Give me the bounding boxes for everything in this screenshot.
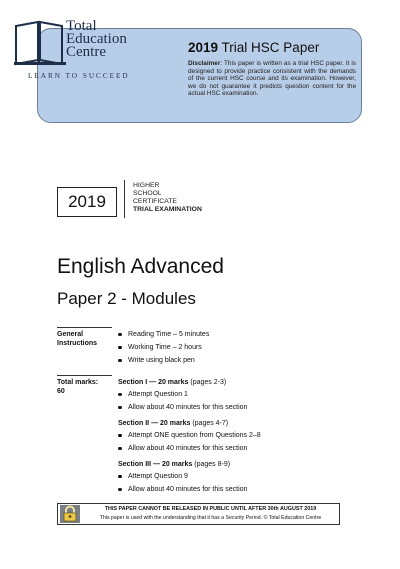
section-heading: Section III — 20 marks (pages 8-9)	[118, 461, 231, 468]
section-heading: Section II — 20 marks (pages 4-7)	[118, 420, 229, 427]
security-footer	[57, 503, 340, 525]
total-marks-label: Total marks: 60	[57, 379, 99, 395]
general-instructions-label: General Instructions	[57, 331, 98, 347]
divider	[124, 180, 125, 218]
disclaimer: Disclaimer: This paper is written as a trial HSC paper. It is designed to provide practice consistent with the demands of the current HSC course and its examination. However, we do not guarantee it predicts question content for the actual HSC examination.	[188, 60, 356, 98]
hsc-label: HIGHER SCHOOL CERTIFICATE TRIAL EXAMINATION	[133, 182, 202, 213]
list-item: Reading Time – 5 minutes	[118, 328, 209, 341]
section-3	[118, 460, 247, 496]
list-item: Write using black pen	[118, 354, 209, 367]
divider	[57, 327, 112, 328]
section-2	[118, 419, 261, 455]
padlock-icon	[60, 505, 80, 523]
list-item: Allow about 40 minutes for this section	[118, 483, 247, 496]
logo-tagline: LEARN TO SUCCEED	[28, 72, 130, 80]
exam-year: 2019	[57, 187, 117, 217]
paper-subtitle: Paper 2 - Modules	[57, 289, 196, 308]
list-item: Attempt Question 1	[118, 388, 247, 401]
paper-title: 2019 Trial HSC Paper	[188, 40, 320, 55]
list-item: Attempt ONE question from Questions 2–8	[118, 429, 261, 442]
list-item: Working Time – 2 hours	[118, 341, 209, 354]
section-heading: Section I — 20 marks (pages 2-3)	[118, 379, 227, 386]
subject-title: English Advanced	[57, 255, 224, 278]
list-item: Allow about 40 minutes for this section	[118, 401, 247, 414]
security-notice: This paper is used with the understanding that it has a Security Period. © Total Education Centre	[99, 515, 322, 521]
logo	[10, 14, 160, 94]
section-1	[118, 378, 247, 414]
logo-name: Total Education Centre	[66, 18, 127, 60]
list-item: Allow about 40 minutes for this section	[118, 442, 261, 455]
release-notice: THIS PAPER CANNOT BE RELEASED IN PUBLIC UNTIL AFTER 30th AUGUST 2019	[104, 506, 317, 512]
open-book-icon	[14, 18, 66, 68]
general-instructions-list	[118, 328, 209, 367]
divider	[57, 375, 112, 376]
list-item: Attempt Question 9	[118, 470, 247, 483]
